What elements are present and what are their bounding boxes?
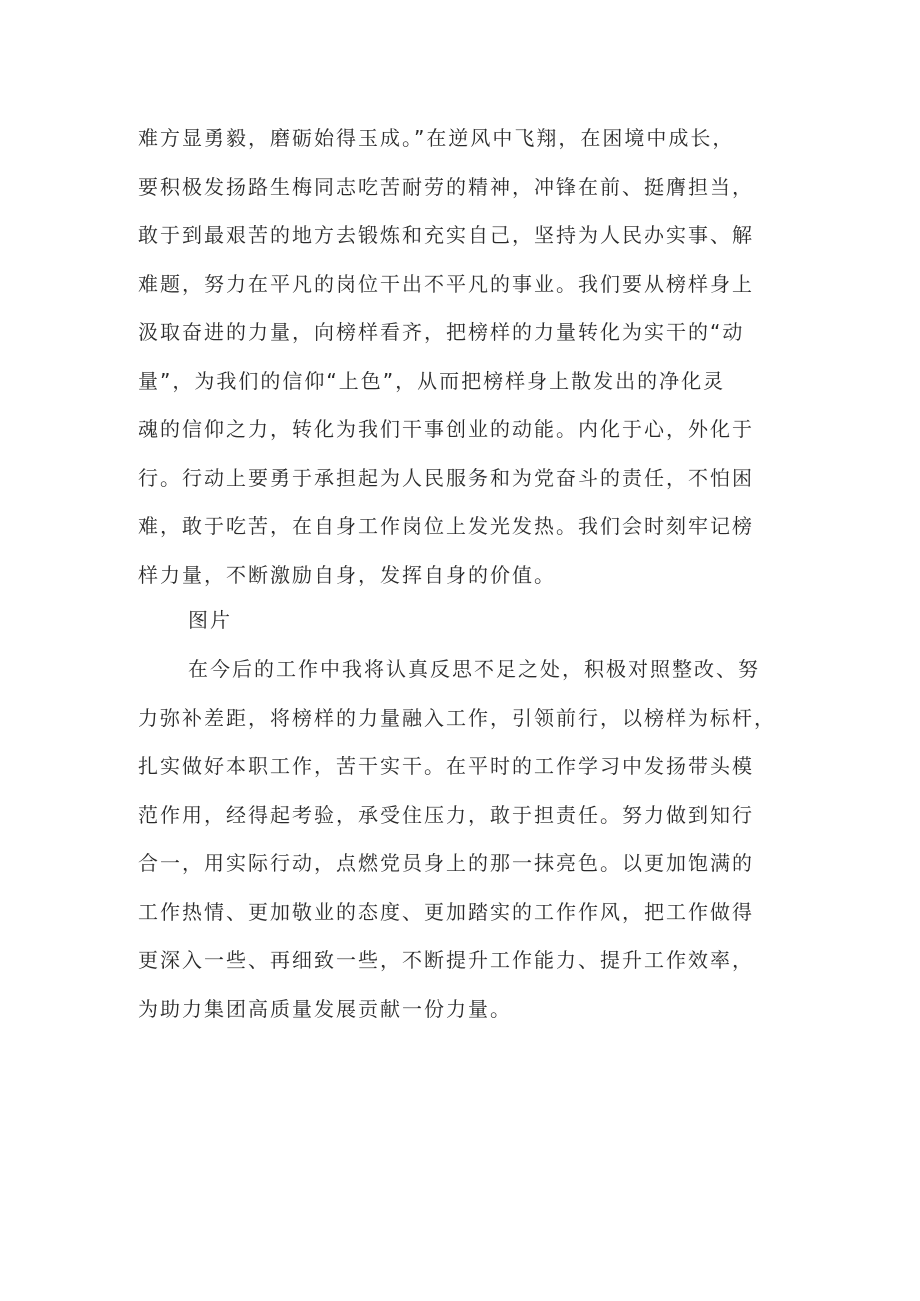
paragraph-1 [138, 114, 798, 599]
paragraph-line: 量”，为我们的信仰“上色”，从而把榜样身上散发出的净化灵 [138, 368, 726, 393]
paragraph-line: 难，敢于吃苦，在自身工作岗位上发光发热。我们会时刻牢记榜 [138, 514, 754, 538]
paragraph-line: 敢于到最艰苦的地方去锻炼和充实自己，坚持为人民办实事、解 [138, 223, 754, 247]
paragraph-line: 范作用，经得起考验，承受住压力，敢于担责任。努力做到知行 [138, 802, 754, 827]
paragraph-line: 力弥补差距，将榜样的力量融入工作，引领前行，以榜样为标杆， [138, 705, 776, 730]
paragraph-line: 在今后的工作中我将认真反思不足之处，积极对照整改、努 [188, 657, 760, 681]
paragraph-line: 汲取奋进的力量，向榜样看齐，把榜样的力量转化为实干的“动 [138, 320, 745, 344]
paragraph-line: 魂的信仰之力，转化为我们干事创业的动能。内化于心，外化于 [138, 417, 754, 441]
paragraph-line: 行。行动上要勇于承担起为人民服务和为党奋斗的责任，不怕困 [138, 465, 754, 490]
image-caption-text: 图片 [188, 608, 232, 632]
paragraph-line: 更深入一些、再细致一些，不断提升工作能力、提升工作效率， [138, 948, 754, 972]
paragraph-line: 工作热情、更加敬业的态度、更加踏实的工作作风，把工作做得 [138, 899, 754, 924]
paragraph-line: 为助力集团高质量发展贡献一份力量。 [138, 996, 512, 1021]
paragraph-line: 合一，用实际行动，点燃党员身上的那一抹亮色。以更加饱满的 [138, 851, 754, 875]
image-caption [138, 596, 798, 645]
paragraph-line: 难题，努力在平凡的岗位干出不平凡的事业。我们要从榜样身上 [138, 271, 754, 296]
paragraph-line: 难方显勇毅，磨砺始得玉成。”在逆风中飞翔，在困境中成长， [138, 126, 735, 150]
paragraph-line: 样力量，不断激励自身，发挥自身的价值。 [138, 562, 556, 587]
paragraph-line: 要积极发扬路生梅同志吃苦耐劳的精神，冲锋在前、挺膺担当， [138, 174, 754, 199]
paragraph-2 [138, 645, 798, 1033]
paragraph-line: 扎实做好本职工作，苦干实干。在平时的工作学习中发扬带头模 [138, 754, 754, 778]
